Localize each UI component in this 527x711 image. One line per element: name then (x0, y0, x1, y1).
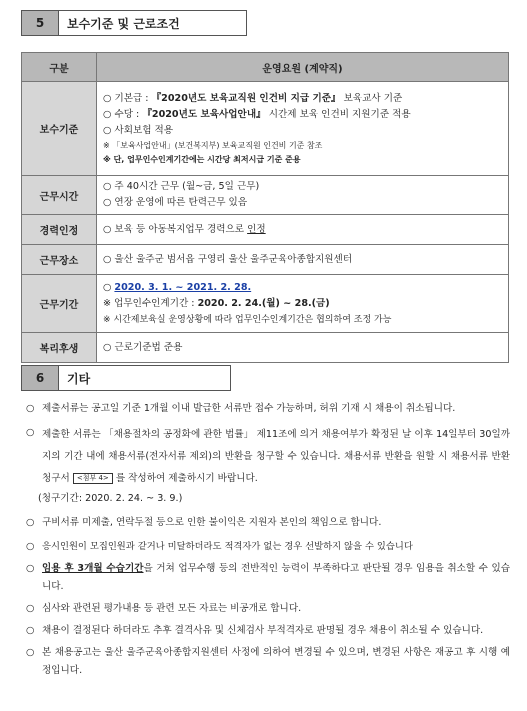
list-item: ○ 심사와 관련된 평가내용 등 관련 모든 자료는 비공개로 합니다. (26, 603, 302, 614)
pay-note: ※ 「보육사업안내」(보건복지부) 보육교직원 인건비 기준 참조 (103, 140, 323, 150)
employment-terms-table (21, 52, 509, 363)
row-label: 복리후생 (22, 333, 97, 363)
table-row-place: 근무장소 ○ 울산 울주군 범서읍 구영리 울산 울주군육아종합지원센터 (22, 245, 509, 275)
section-number: 5 (21, 10, 59, 36)
claim-period: (청구기간: 2020. 2. 24. ~ 3. 9.) (38, 493, 183, 504)
row-label: 근무시간 (22, 176, 97, 215)
row-label: 근무장소 (22, 245, 97, 275)
list-item: ○ 임용 후 3개월 수습기간을 거쳐 업무수행 등의 전반적인 능력이 부족하다고 판단될 경우 임용을 취소할 수 있습니다. (26, 563, 510, 592)
list-item: ○ 제출한 서류는 「채용절차의 공정화에 관한 법률」 제11조에 의거 채용여부가 확정된 날 이후 14일부터 30일까지의 기간 내에 채용서류(전자서류 제외)의 반환을 청구할 수 있습니다. 채용서류 반환을 원할 시 채용서류 반환 청구서 <첨부 4> 를 작성하여 제출하시기 바랍니다. (26, 427, 510, 484)
attachment-tag: <첨부 4> (73, 473, 113, 484)
section-title: 기타 (59, 365, 231, 391)
table-header-row (22, 53, 509, 82)
row-label: 보수기준 (22, 82, 97, 176)
pay-allowance: ○ 수당 : 『2020년도 보육사업안내』 시간제 보육 인건비 지원기준 적용 (103, 108, 411, 120)
pay-insurance: ○ 사회보험 적용 (103, 124, 174, 136)
list-item: ○ 채용이 결정된다 하더라도 추후 결격사유 및 신체검사 부적격자로 판명될 경우 채용이 취소될 수 있습니다. (26, 625, 484, 636)
row-label: 경력인정 (22, 215, 97, 245)
notice-list (26, 400, 510, 680)
table-row-hours: 근무시간 ○ 주 40시간 근무 (월~금, 5일 근무) ○ 연장 운영에 따른 탄력근무 있음 (22, 176, 509, 215)
list-item: ○ 본 채용공고는 울산 울주군육아종합지원센터 사정에 의하여 변경될 수 있으며, 변경된 사항은 재공고 후 시행 예정입니다. (26, 647, 510, 676)
row-label: 근무기간 (22, 275, 97, 333)
col-content-header: 운영요원 (계약직) (97, 53, 509, 82)
list-item: ○ 구비서류 미제출, 연락두절 등으로 인한 불이익은 지원자 본인의 책임으로 합니다. (26, 517, 382, 528)
section-title: 보수기준 및 근로조건 (59, 10, 247, 36)
pay-basic: ○ 기본급 : 『2020년도 보육교직원 인건비 지급 기준』 보육교사 기준 (103, 92, 403, 104)
section5-header (21, 10, 247, 36)
col-category-header: 구분 (22, 53, 97, 82)
pay-note: ※ 단, 업무인수인계기간에는 시간당 최저시급 기준 준용 (103, 154, 301, 164)
table-row-welfare: 복리후생 ○ 근로기준법 준용 (22, 333, 509, 363)
contract-period: 2020. 3. 1. ~ 2021. 2. 28. (114, 281, 252, 293)
section-number: 6 (21, 365, 59, 391)
list-item: ○ 응시인원이 모집인원과 같거나 미달하더라도 적격자가 없는 경우 선발하지 않을 수 있습니다 (26, 541, 413, 552)
section6-header (21, 365, 231, 391)
table-row-pay (22, 82, 509, 176)
table-row-career: 경력인정 ○ 보육 등 아동복지업무 경력으로 인정 (22, 215, 509, 245)
list-item: ○ 제출서류는 공고일 기준 1개월 이내 발급한 서류만 접수 가능하며, 허위 기재 시 채용이 취소됩니다. (26, 403, 456, 414)
table-row-period: 근무기간 ○ 2020. 3. 1. ~ 2021. 2. 28. ※ 업무인수인계기간 : 2020. 2. 24.(월) ~ 28.(금) ※ 시간제보육실 운영상황에 따라 업무인수인계기간은 협의하여 조정 가능 (22, 275, 509, 333)
